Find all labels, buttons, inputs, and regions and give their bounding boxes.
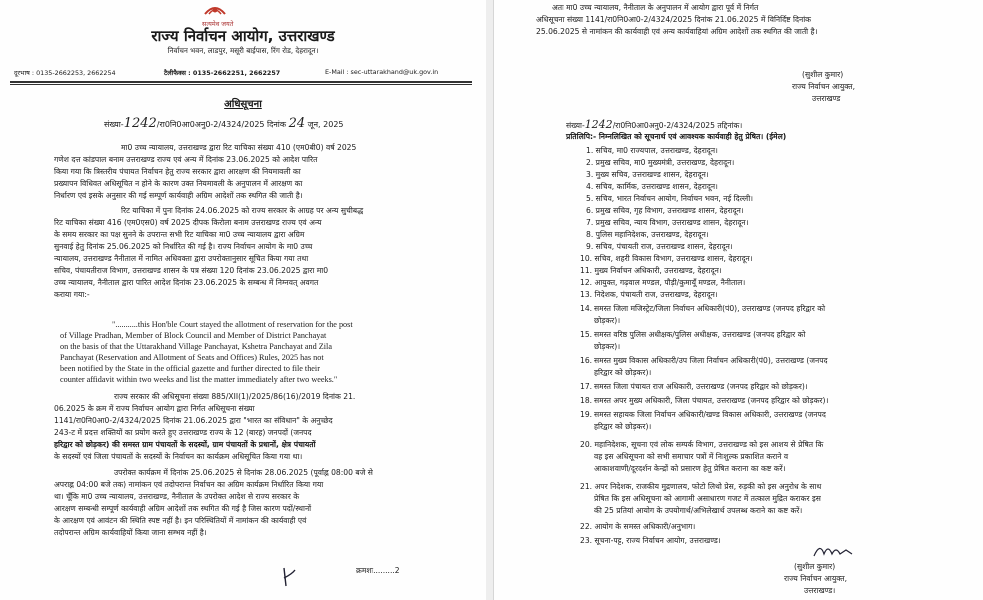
p2-reference-line	[566, 120, 742, 132]
recipient-item-cont: छोड़कर)।	[594, 316, 621, 325]
para2-line: रिट याचिका में पुनः दिनांक 24.06.2025 को राज्य सरकार के आग्रह पर अन्य सुचीबद्ध	[121, 206, 364, 215]
court-quote-line: counter affidavit within two weeks and list the matter immediately after two weeks."	[60, 375, 338, 384]
recipient-item: 10. सचिव, शहरी विकास विभाग, उत्तराखण्ड शासन, देहरादून।	[580, 254, 753, 263]
recipient-item-21: की 25 प्रतियां आयोग के उपयोगार्थ/अभिलेखार्थ उपलब्ध कराने का कष्ट करें।	[594, 506, 803, 515]
para3-line: 06.2025 के क्रम में राज्य निर्वाचन आयोग द्वारा निर्गत अधिसूचना संख्या	[54, 404, 255, 413]
signatory-title: राज्य निर्वाचन आयुक्त,	[792, 82, 856, 91]
para1-line: प्रख्यापन विधिवत अधिसूचित न होने के कारण उक्त नियमावली के अनुपालन में आरक्षण का	[54, 179, 303, 188]
recipient-item-21: प्रेषित कि इस अधिसूचना को आगामी असाधारण गजट में तत्काल मुद्रित कराकर इस	[594, 494, 821, 503]
court-quote-line: Panchayat (Reservation and Allotment of Seats and Offices) Rules, 2025 has not	[60, 353, 324, 362]
recipient-item: समस्त सहायक जिला निर्वाचन अधिकारी/खण्ड विकास अधिकारी, उत्तराखण्ड (जनपद	[594, 410, 826, 419]
court-quote-line: "...........this Hon'ble Court stayed the allotment of reservation for the post	[112, 320, 353, 329]
para2-line: सचिव, पंचायतीराज विभाग, उत्तराखण्ड शासन के पत्र संख्या 120 दिनांक 23.06.2025 द्वारा मा0	[54, 266, 329, 275]
signatory2-name: (सुशील कुमार)	[794, 562, 836, 571]
recipient-number: 18.	[580, 396, 593, 405]
recipient-item: 5. सचिव, भारत निर्वाचन आयोग, निर्वाचन भवन, नई दिल्ली।	[586, 194, 754, 203]
page-gutter	[486, 0, 493, 600]
para2-line: रिट याचिका संख्या 416 (एम0एस0) वर्ष 2025 दीपक किरोला बनाम उत्तराखण्ड राज्य एवं अन्य	[54, 218, 322, 227]
recipient-item: 8. पुलिस महानिदेशक, उत्तराखण्ड, देहरादून।	[586, 230, 709, 239]
para1-line: किया गया कि त्रिस्तरीय पंचायत निर्वाचन हेतु राज्य सरकार द्वारा आरक्षण की नियमावली का	[54, 167, 301, 176]
para2-line: के समय सरकार का पक्ष सुनने के उपरान्त सभी रिट याचिका मा0 उच्च न्यायालय द्वारा अग्रिम	[54, 230, 305, 239]
para4-line: आरक्षण सम्बन्धी सम्पूर्ण कार्यवाही अग्रिम आदेशों तक स्थगित की गई है जिस कारण पदों/स्थानों	[54, 504, 312, 513]
court-quote-line: on the basis of that the Uttarakhand Village Panchayat, Kshetra Panchayat and Zila	[60, 342, 332, 351]
recipient-item: समस्त मुख्य विकास अधिकारी/उप जिला निर्वाचन अधिकारी(पं0), उत्तराखण्ड (जनपद	[594, 356, 828, 365]
recipient-number: 15.	[580, 330, 593, 339]
para4-line: अपराह्न 04:00 बजे तक) नामांकन एवं तदोपरान्त निर्वाचन का अग्रिम कार्यक्रम निर्धारित किया गया	[54, 480, 324, 489]
court-quote-line: of Village Pradhan, Member of Block Council and Member of District Panchayat	[60, 331, 327, 340]
commission-address: निर्वाचन भवन, लाडपुर, मसूरी बाईपास, रिंग रोड, देहरादून।	[167, 46, 319, 55]
recipient-item: 2. प्रमुख सचिव, मा0 मुख्यमंत्री, उत्तराखण्ड, देहरादून।	[586, 158, 735, 167]
copy-to-line: प्रतिलिपि:- निम्नलिखित को सूचनार्थ एवं आवश्यक कार्यवाही हेतु प्रेषित। (ईमेल)	[566, 132, 787, 141]
recipient-number: 14.	[580, 304, 593, 313]
para3-line: हरिद्वार को छोड़कर) की समस्त ग्राम पंचायतों के सदस्यों, ग्राम पंचायतों के प्रधानों, क्षेत्र पंचायतों	[54, 440, 316, 449]
recipient-item: 9. सचिव, पंचायती राज, उत्तराखण्ड शासन, देहरादून।	[586, 242, 733, 251]
ref-prefix: संख्या-	[104, 120, 124, 129]
header-divider	[10, 81, 472, 83]
para3-line: 243-ट में प्रदत्त शक्तियों का प्रयोग करते हुए उत्तराखण्ड राज्य के 12 (बारह) जनपदों (जनपद	[54, 428, 312, 437]
recipient-number: 16.	[580, 356, 593, 365]
para4-line: था। चूँकि मा0 उच्च न्यायालय, उत्तराखण्ड, नैनीताल के उपरोक्त आदेश से राज्य सरकार के	[54, 492, 300, 501]
email-address: E-Mail : sec-uttarakhand@uk.gov.in	[325, 68, 439, 76]
p2-top-line: 25.06.2025 से नामांकन की कार्यवाही एवं अन्य कार्यवाहियां अग्रिम आदेशों तक स्थगित की जाती है।	[536, 27, 818, 36]
p2-top-line: अधिसूचना संख्या 1141/रा0नि0आ0-2/4324/2025 दिनांक 21.06.2025 में विनिर्दिष्ट दिनांक	[536, 15, 811, 24]
ref-prefix: संख्या-	[566, 121, 585, 130]
initials-signature-icon	[278, 566, 300, 588]
fax-numbers: टैलीफैक्स : 0135-2662251, 2662257	[164, 69, 281, 77]
ref-middle: /रा0नि0आ0अनु0-2/4324/2025 दिनांक	[156, 120, 287, 129]
para4-line: के आरक्षण एवं आवंटन की स्थिति स्पष्ट नहीं है। इन परिस्थितियों में नामांकन की कार्यवाही एवं	[54, 516, 307, 525]
para2-line: उच्च न्यायालय, नैनीताल द्वारा पारित आदेश दिनांक 23.06.2025 के सम्बन्ध में निम्नवत् अवगत	[54, 278, 319, 287]
recipient-item-20: आकाशवाणी/दूरदर्शन केन्द्रों को प्रसारण हेतु प्रेषित कराना का कष्ट करें।	[594, 464, 786, 473]
recipient-item-22: 22. आयोग के समस्त अधिकारी/अनुभाग।	[580, 522, 696, 531]
recipient-item: समस्त वरिष्ठ पुलिस अधीक्षक/पुलिस अधीक्षक, उत्तराखण्ड (जनपद हरिद्वार को	[594, 330, 806, 339]
notification-page-2	[493, 0, 983, 600]
para3-line: राज्य सरकार की अधिसूचना संख्या 885/XII(1)/2025/86(16)/2019 दिनांक 21.	[114, 392, 356, 401]
recipient-item-20: वह इस अधिसूचना को सभी समाचार पत्रों में निःशुल्क प्रकाशित कराने व	[594, 452, 789, 461]
notification-page-1	[0, 0, 486, 600]
para4-line: उपरोक्त कार्यक्रम में दिनांक 25.06.2025 से दिनांक 28.06.2025 (पूर्वाह्न 08:00 बजे से	[114, 468, 373, 477]
signatory-state: उत्तराखण्ड	[812, 94, 841, 103]
ref-suffix: /रा0नि0आ0अनु0-2/4324/2025 तद्दिनांक।	[612, 121, 743, 130]
recipient-item: 6. प्रमुख सचिव, गृह विभाग, उत्तराखण्ड शासन, देहरादून।	[586, 206, 744, 215]
para1-line: गणेश दत्त कांडपाल बनाम उत्तराखण्ड राज्य एवं अन्य में दिनांक 23.06.2025 को आदेश पारित	[54, 155, 318, 164]
ref-number-handwritten: 1242	[584, 118, 613, 131]
date-suffix: जून, 2025	[307, 120, 344, 129]
continued-marker: क्रमशः.........2	[356, 566, 400, 575]
phone-numbers: दूरभाष : 0135-2662253, 2662254	[14, 69, 116, 77]
recipient-item: 11. मुख्य निर्वाचन अधिकारी, उत्तराखण्ड, देहरादून।	[580, 266, 722, 275]
recipient-number: 17.	[580, 382, 593, 391]
recipient-item: 7. प्रमुख सचिव, न्याय विभाग, उत्तराखण्ड शासन, देहरादून।	[586, 218, 749, 227]
recipient-item: 4. सचिव, कार्मिक, उत्तराखण्ड शासन, देहरादून।	[586, 182, 718, 191]
para3-line: 1141/रा0नि0आ0-2/4324/2025 दिनांक 21.06.2025 द्वारा "भारत का संविधान" के अनुच्छेद	[54, 416, 333, 425]
recipient-item: 1. सचिव, मा0 राज्यपाल, उत्तराखण्ड, देहरादून।	[586, 146, 718, 155]
notification-heading: अधिसूचना	[224, 99, 262, 110]
commission-title: राज्य निर्वाचन आयोग, उत्तराखण्ड	[151, 27, 335, 45]
para2-line: कराया गया:-	[54, 290, 90, 299]
para2-line: न्यायालय, उत्तराखण्ड नैनीताल में नामित अधिवक्ता द्वारा उपरोक्तानुसार सूचित किया गया तथा	[54, 254, 309, 263]
para1-line: मा0 उच्च न्यायालय, उत्तराखण्ड द्वारा रिट याचिका संख्या 410 (एम0बी0) वर्ष 2025	[121, 143, 357, 152]
para4-line: तदोपरान्त अग्रिम कार्यवाहियों किया जाना सम्भव नहीं है।	[54, 528, 207, 537]
recipient-number: 19.	[580, 410, 593, 419]
recipient-item: समस्त जिला मजिस्ट्रेट/जिला निर्वाचन अधिकारी(पं0), उत्तराखण्ड (जनपद हरिद्वार को	[594, 304, 826, 313]
signatory-name: (सुशील कुमार)	[802, 70, 844, 79]
emblem-tagline: सत्यमेव जयते	[202, 20, 234, 28]
ref-number-handwritten: 1242	[123, 116, 157, 131]
commissioner-signature-icon	[812, 540, 856, 562]
header-divider-thin	[10, 84, 472, 85]
signatory2-state: उत्तराखण्ड।	[804, 586, 836, 595]
recipient-item: 12. आयुक्त, गढ़वाल मण्डल, पौड़ी/कुमायूँ मण्डल, नैनीताल।	[580, 278, 746, 287]
recipient-item-cont: हरिद्वार को छोड़कर)।	[594, 422, 652, 431]
recipient-item: 3. मुख्य सचिव, उत्तराखण्ड शासन, देहरादून।	[586, 170, 709, 179]
p2-top-line: अतः मा0 उच्च न्यायालय, नैनीताल के अनुपालन में आयोग द्वारा पूर्व में निर्गत	[552, 3, 759, 12]
date-day-handwritten: 24	[288, 116, 306, 131]
para1-line: निर्धारण एवं इसके अनुसार की गई सम्पूर्ण कार्यवाही अग्रिम आदेशों तक स्थगित की जाती है।	[54, 191, 303, 200]
reference-line	[104, 118, 344, 130]
court-quote-line: been notified by the State in the official gazette and further directed to file their	[60, 364, 320, 373]
para3-line: के सदस्यों एवं जिला पंचायतों के सदस्यों के निर्वाचन का कार्यक्रम अधिसूचित किया गया था।	[54, 452, 303, 461]
recipient-item-cont: छोड़कर)।	[594, 342, 621, 351]
recipient-item: समस्त अपर मुख्य अधिकारी, जिला पंचायत, उत्तराखण्ड (जनपद हरिद्वार को छोड़कर)।	[594, 396, 829, 405]
recipient-item-23: 23. सूचना-पट्ट, राज्य निर्वाचन आयोग, उत्तराखण्ड।	[580, 536, 721, 545]
para2-line: सुनवाई हेतु दिनांक 25.06.2025 को निर्धारित की गई है। राज्य निर्वाचन आयोग के मा0 उच्च	[54, 242, 313, 251]
recipient-item: 13. निदेशक, पंचायती राज, उत्तराखण्ड, देहरादून।	[580, 290, 718, 299]
recipient-item-20: 20. महानिदेशक, सूचना एवं लोक सम्पर्क विभाग, उत्तराखण्ड को इस आशय से प्रेषित कि	[580, 440, 824, 449]
signatory2-title: राज्य निर्वाचन आयुक्त,	[784, 574, 848, 583]
recipient-item-21: 21. अपर निदेशक, राजकीय मुद्रणालय, फोटो लिथो प्रेस, रुड़की को इस अनुरोध के साथ	[580, 482, 822, 491]
recipient-item-cont: हरिद्वार को छोड़कर)।	[594, 368, 652, 377]
recipient-item: समस्त जिला पंचायत राज अधिकारी, उत्तराखण्ड (जनपद हरिद्वार को छोड़कर)।	[594, 382, 808, 391]
